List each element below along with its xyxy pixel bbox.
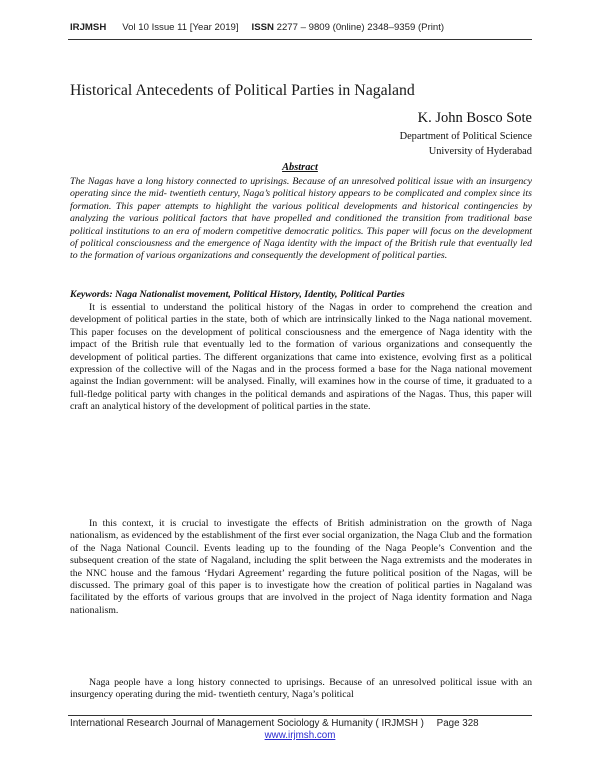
header-divider	[68, 39, 532, 40]
abstract-text: The Nagas have a long history connected to uprisings. Because of an unresolved political issue with an insurgency operating since the mid- twentieth century, Naga’s political history appears to be complicated and complex since its formation. This paper attempts to highlight the various political developments and historical contingencies by analyzing the various political factors that have propelled and conditioned the transition from traditional base political institutions to an era of modern competitive democratic politics. This paper will focus on the development of political consciousness and the emergence of Naga identity with the impact of the British rule that eventually led to the formation of various organizations and consequently the development of political parties.	[70, 176, 532, 262]
volume-info: Vol 10 Issue 11 [Year 2019]	[122, 22, 239, 33]
keywords: Keywords: Naga Nationalist movement, Political History, Identity, Political Parties	[70, 289, 405, 300]
running-footer	[70, 718, 532, 729]
issn-label: ISSN	[251, 22, 274, 33]
body-paragraph-2: In this context, it is crucial to investigate the effects of British administration on the growth of Naga nationalism, as evidenced by the establishment of the first ever social organization, the Naga Club and the formation of the Naga National Council. Events leading up to the founding of the Naga People’s Convention and the subsequent creation of the state of Nagaland, including the split between the Naga extremists and the moderates in the NNC house and the famous ‘Hydari Agreement’ regarding the future political position of the Nagas, will be discussed. The primary goal of this paper is to investigate how the creation of political parties in Nagaland was facilitated by the efforts of various groups that are involved in the project of Naga identity formation and Naga nationalism.	[70, 518, 532, 616]
body-paragraph-1: It is essential to understand the political history of the Nagas in order to comprehend the creation and development of political parties in the state, both of which are intrinsically linked to the Naga national movement. This paper focuses on the development of political consciousness and the emergence of Naga identity with the impact of the British rule that eventually led to the formation of various organizations and consequently the development of political parties. The different organizations that came into existence, evolving first as a political expression of the collective will of the Nagas and in the process formed a base for the Naga national movement against the Indian government: will be analysed. Finally, will examines how in the course of time, it graduated to a full-fledge political party with changes in the political demands and aspirations of the Nagas. Thus, this paper will craft an analytical history of the development of political parties in the state.	[70, 302, 532, 413]
journal-website-link[interactable]: www.irjmsh.com	[264, 730, 336, 741]
author-name: K. John Bosco Sote	[417, 110, 532, 126]
paper-title: Historical Antecedents of Political Parties in Nagaland	[70, 82, 415, 99]
affiliation-university: University of Hyderabad	[428, 146, 532, 157]
body-paragraph-3: Naga people have a long history connected to uprisings. Because of an unresolved political issue with an insurgency operating during the mid- twentieth century, Naga’s political	[70, 677, 532, 701]
page-number: Page 328	[436, 718, 479, 729]
issn-value: 2277 – 9809 (0nline) 2348–9359 (Print)	[276, 22, 445, 33]
journal-full-name: International Research Journal of Management Sociology & Humanity ( IRJMSH )	[70, 718, 424, 729]
footer-divider	[68, 715, 532, 716]
running-header	[70, 22, 532, 33]
affiliation-department: Department of Political Science	[399, 131, 532, 142]
abstract-heading: Abstract	[282, 162, 318, 173]
journal-abbr: IRJMSH	[70, 22, 107, 33]
